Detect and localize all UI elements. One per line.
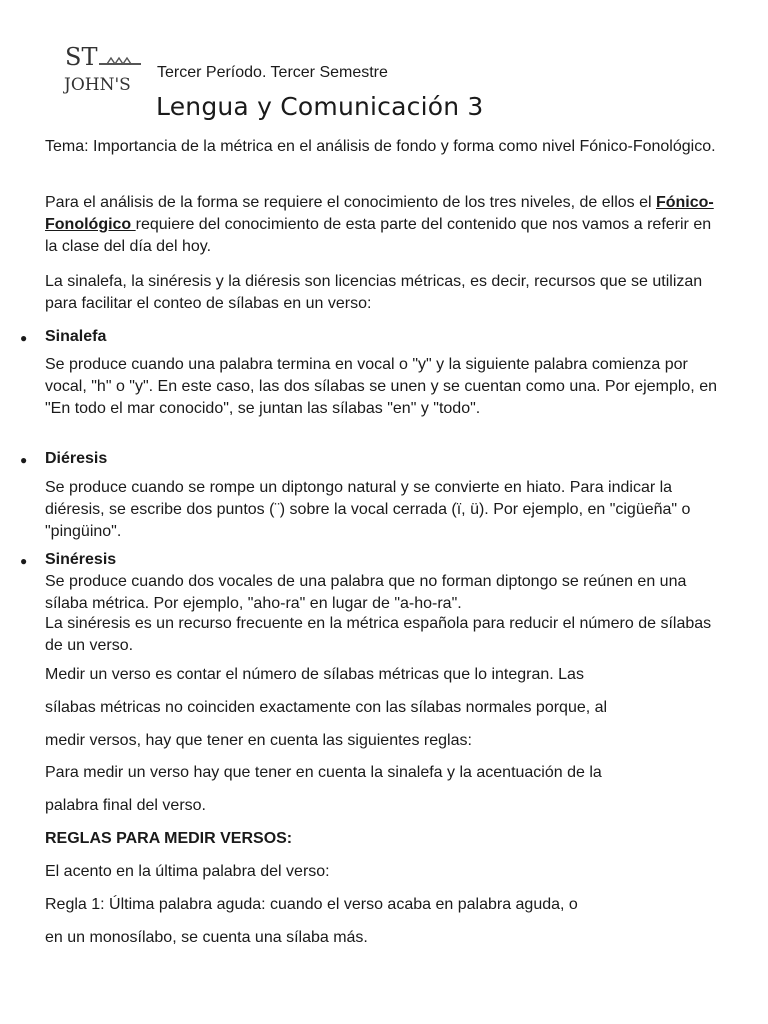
svg-text:ST: ST (65, 44, 98, 71)
medir-line: palabra final del verso. (45, 797, 206, 814)
dieresis-heading: Diéresis (45, 450, 108, 467)
reglas-heading: REGLAS PARA MEDIR VERSOS: (45, 830, 293, 847)
sineresis-text-2: La sinéresis es un recurso frecuente en la métrica española para reducir el número de sílabas de un verso. (45, 615, 712, 654)
acento-line: El acento en la última palabra del verso: (45, 863, 330, 880)
medir-line: sílabas métricas no coinciden exactamente con las sílabas normales porque, al (45, 699, 608, 716)
intro-text-end: requiere del conocimiento de esta parte del contenido que nos vamos a referir en la clase del día del hoy. (45, 216, 712, 255)
sinalefa-text: Se produce cuando una palabra termina en vocal o "y" y la siguiente palabra comienza por vocal, "h" o "y". En este caso, las dos sílabas se unen y se cuentan como una. Por ejemplo, en "En todo el mar conocido", se juntan las sílabas "en" y "todo". (45, 356, 717, 417)
regla1-line: Regla 1: Última palabra aguda: cuando el verso acaba en palabra aguda, o (45, 896, 578, 913)
medir-line: medir versos, hay que tener en cuenta las siguientes reglas: (45, 732, 472, 749)
st-johns-logo (63, 44, 145, 96)
svg-text:JOHN'S: JOHN'S (64, 75, 131, 95)
licencias-paragraph: La sinalefa, la sinéresis y la diéresis son licencias métricas, es decir, recursos que se utilizan para facilitar el conteo de sílabas en un verso: (45, 273, 703, 312)
period-label: Tercer Período. Tercer Semestre (157, 64, 388, 81)
bullet-icon: ● (20, 554, 28, 568)
medir-line: Para medir un verso hay que tener en cuenta la sinalefa y la acentuación de la (45, 764, 602, 781)
tema-paragraph: Tema: Importancia de la métrica en el análisis de fondo y forma como nivel Fónico-Fonológico. (45, 138, 716, 155)
sineresis-text: Se produce cuando dos vocales de una palabra que no forman diptongo se reúnen en una sílaba métrica. Por ejemplo, "aho-ra" en lugar de "a-ho-ra". (45, 573, 687, 612)
regla1-line: en un monosílabo, se cuenta una sílaba más. (45, 929, 368, 946)
sineresis-heading: Sinéresis (45, 551, 117, 568)
intro-text-start: Para el análisis de la forma se requiere el conocimiento de los tres niveles, de ellos el (45, 194, 656, 211)
intro-paragraph (45, 192, 725, 258)
course-title: Lengua y Comunicación 3 (156, 92, 484, 121)
fonico-fonologico-term: Fónico-Fonológico (45, 194, 714, 233)
medir-line: Medir un verso es contar el número de sílabas métricas que lo integran. Las (45, 666, 584, 683)
bullet-icon: ● (20, 331, 28, 345)
sinalefa-heading: Sinalefa (45, 328, 107, 345)
logo-emblem-icon (99, 58, 141, 64)
bullet-icon: ● (20, 453, 28, 467)
dieresis-text: Se produce cuando se rompe un diptongo natural y se convierte en hiato. Para indicar la diéresis, se escribe dos puntos (¨) sobre la vocal cerrada (ï, ü). Por ejemplo, en "cigüeña" o "pingüino". (45, 479, 691, 540)
